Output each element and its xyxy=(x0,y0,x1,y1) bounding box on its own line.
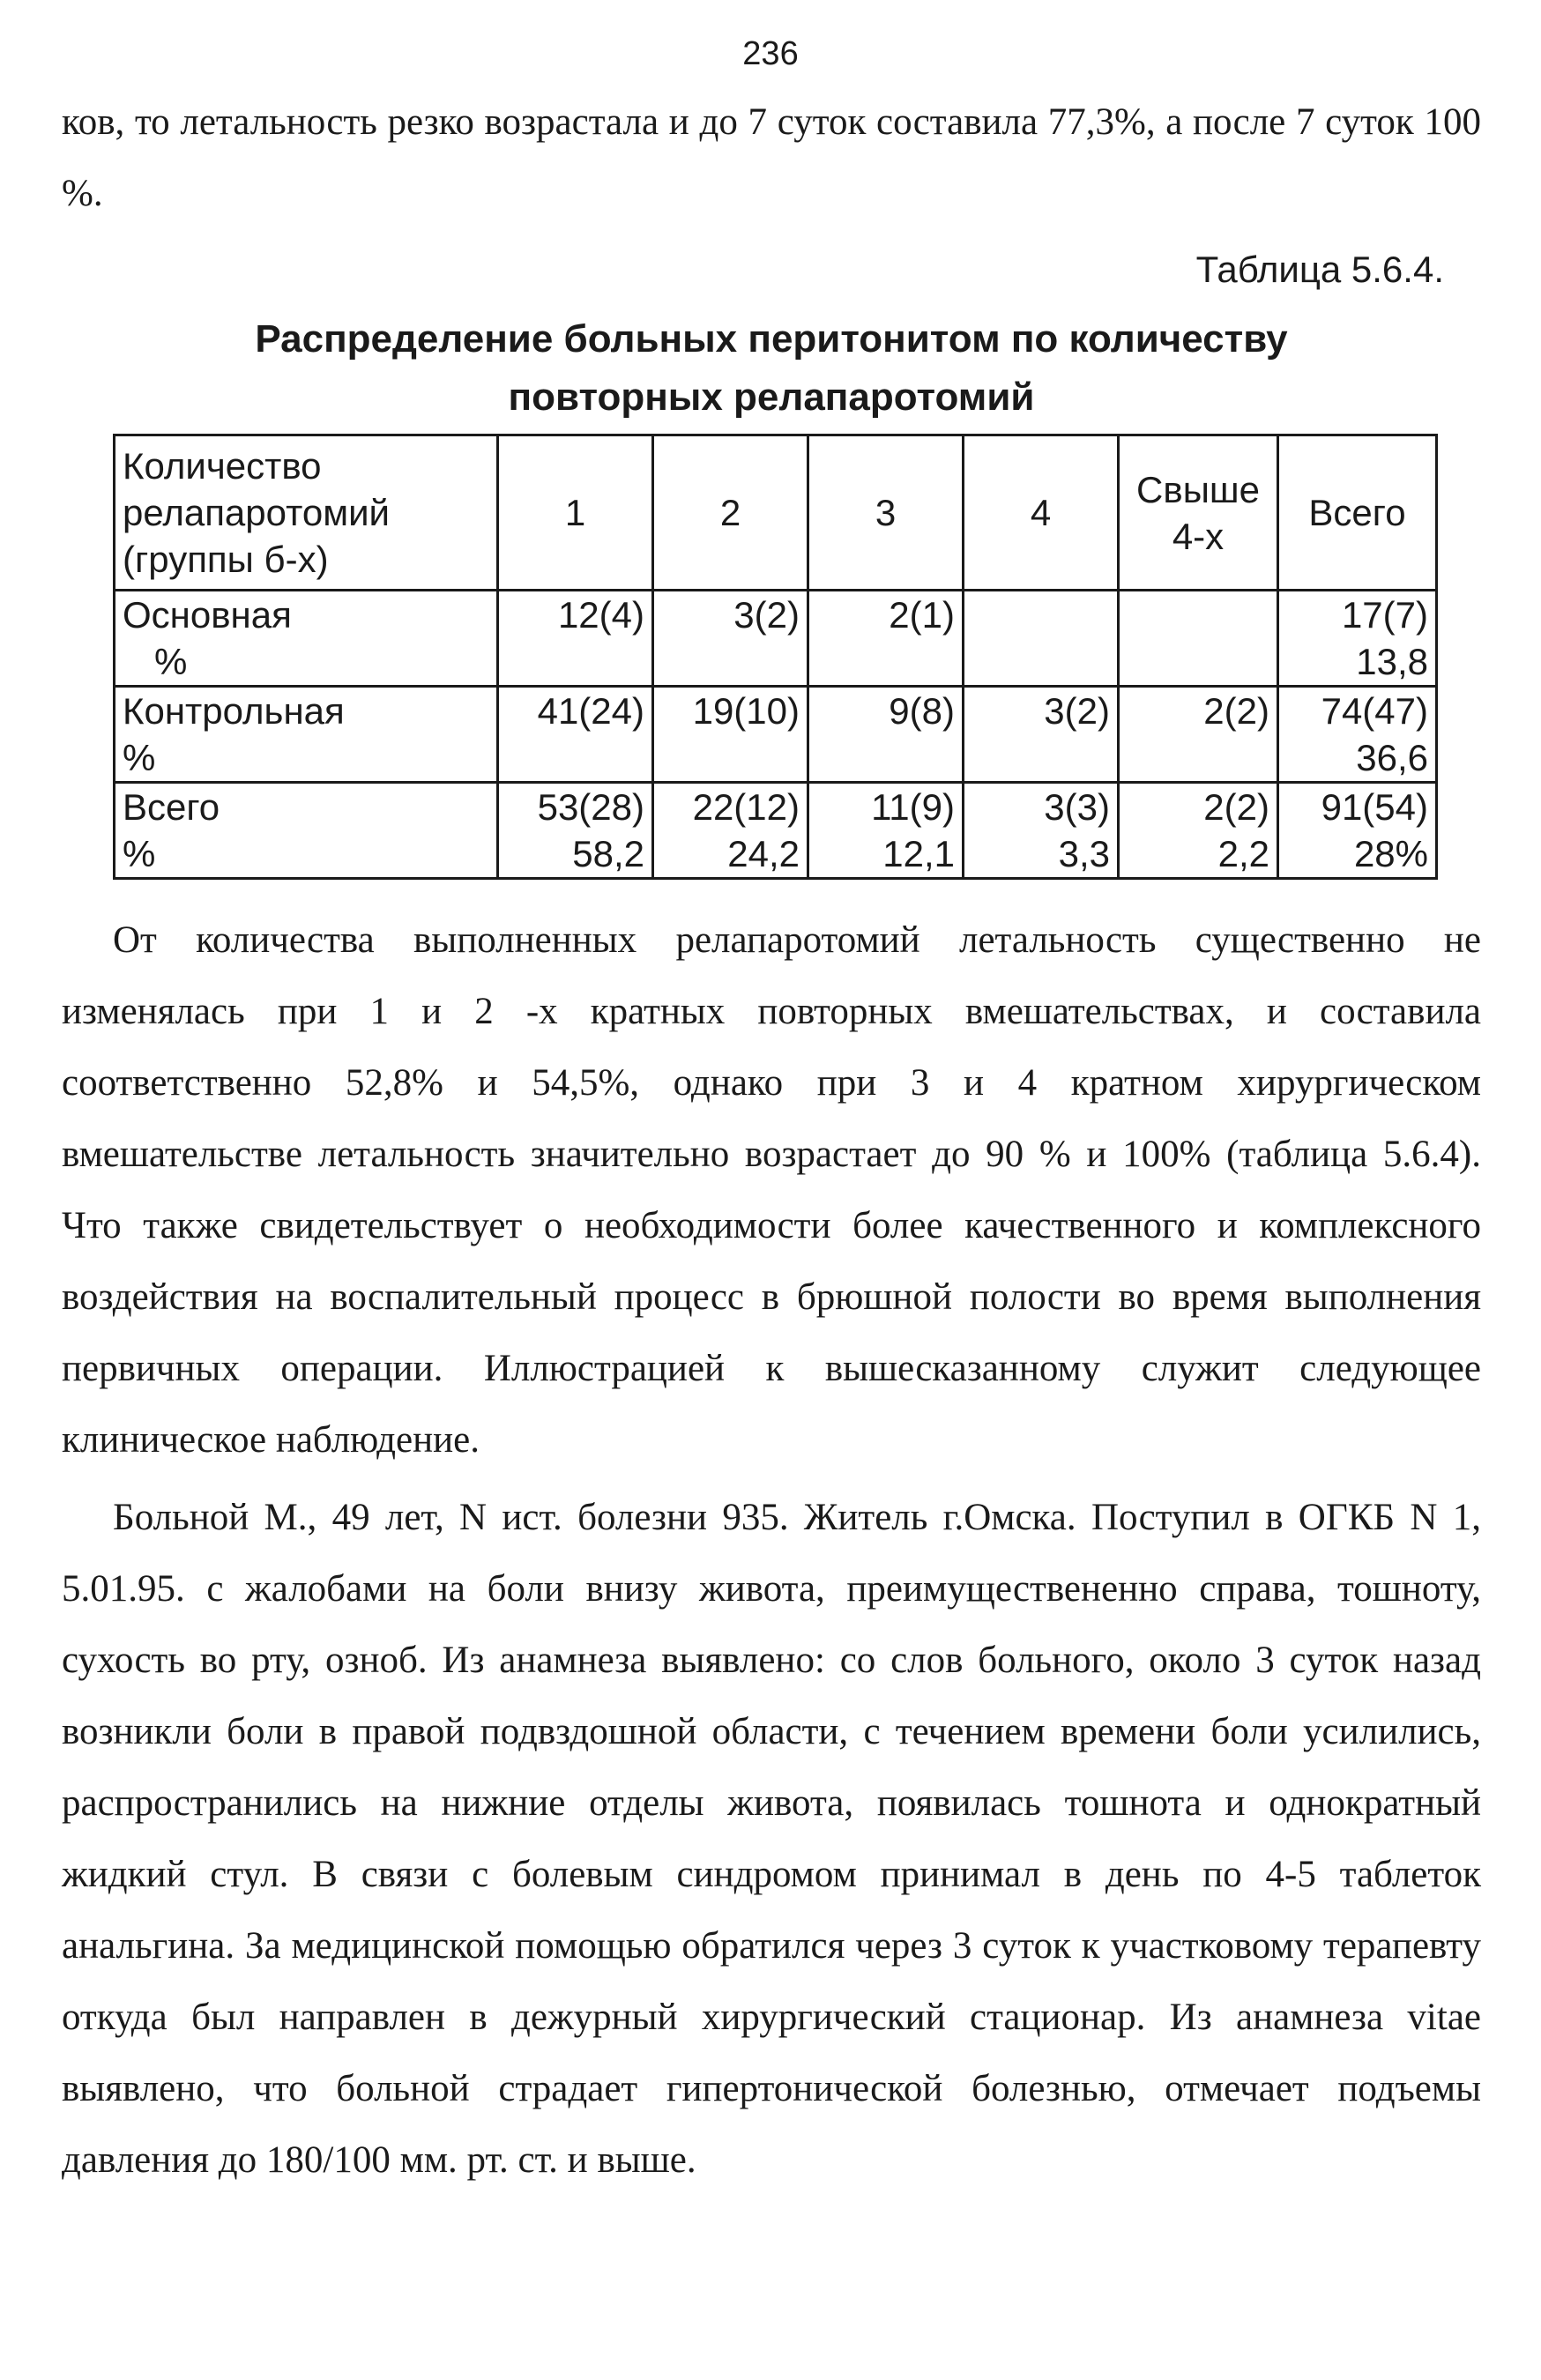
cell-percent: 36,6 xyxy=(1356,737,1428,778)
table-title: Распределение больных перитонитом по количеству повторных релапаротомий xyxy=(255,317,1288,419)
table-row xyxy=(115,687,1437,783)
intro-text: ков, то летальность резко возрастала и до 7 суток составила 77,3%, а после 7 суток 100 %. xyxy=(62,101,1481,214)
header-cell: Всего xyxy=(1278,435,1437,591)
table-cell xyxy=(1278,783,1437,879)
cell-percent: 58,2 xyxy=(572,833,644,874)
table-cell xyxy=(653,783,808,879)
cell-percent: 28% xyxy=(1353,833,1428,874)
cell-count: 3(3) xyxy=(1044,786,1110,828)
table-cell xyxy=(498,591,653,687)
table-cell xyxy=(1119,783,1278,879)
cell-percent: 3,3 xyxy=(1058,833,1110,874)
row-label: Контрольная xyxy=(123,690,345,732)
cell-count: 41(24) xyxy=(537,690,644,732)
table-cell xyxy=(653,687,808,783)
cell-count: 9(8) xyxy=(889,690,955,732)
cell-count: 2(2) xyxy=(1203,690,1269,732)
row-label-cell xyxy=(115,591,498,687)
cell-count: 12(4) xyxy=(557,594,644,636)
table-cell xyxy=(808,687,964,783)
table-cell xyxy=(964,591,1119,687)
table-cell xyxy=(498,687,653,783)
page-number: 236 xyxy=(742,35,799,72)
cell-count: 2(2) xyxy=(1203,786,1269,828)
table-row xyxy=(115,783,1437,879)
cell-count: 74(47) xyxy=(1321,690,1428,732)
table-cell xyxy=(964,783,1119,879)
row-label: Основная xyxy=(123,594,292,636)
cell-count: 17(7) xyxy=(1341,594,1428,636)
cell-count: 19(10) xyxy=(692,690,800,732)
table-header-row xyxy=(115,435,1437,591)
cell-count: 3(2) xyxy=(733,594,800,636)
cell-count: 91(54) xyxy=(1321,786,1428,828)
header-cell: Свыше 4-х xyxy=(1119,435,1278,591)
cell-percent: 13,8 xyxy=(1356,641,1428,682)
table-row xyxy=(115,591,1437,687)
cell-count: 3(2) xyxy=(1044,690,1110,732)
table-cell xyxy=(1278,687,1437,783)
header-cell: Количество релапаротомий (группы б-х) xyxy=(115,435,498,591)
row-label-cell xyxy=(115,687,498,783)
table-cell xyxy=(1119,687,1278,783)
header-cell: 2 xyxy=(653,435,808,591)
cell-percent: 2,2 xyxy=(1217,833,1269,874)
header-cell: 1 xyxy=(498,435,653,591)
table-cell xyxy=(808,783,964,879)
paragraph-text: От количества выполненных релапаротомий летальность существенно не изменялась при 1 и 2 -х кратных повторных вмешательствах, и составила соответственно 52,8% и 54,5%, однако при 3 и 4 кратном хирургическом вмешательстве летальность значительно возрастает до 90 % и 100% (таблица 5.6.4). Что также свидетельствует о необходимости более качественного и комплексного воздействия на воспалительный процесс в брюшной полости во время выполнения первичных операции. Иллюстрацией к вышесказанному служит следующее клиническое наблюдение. xyxy=(62,919,1481,1461)
intro-paragraph xyxy=(62,86,1481,229)
paragraph-text: Больной М., 49 лет, N ист. болезни 935. Житель г.Омска. Поступил в ОГКБ N 1, 5.01.95. с жалобами на боли внизу живота, преимуществененно справа, тошноту, сухость во рту, озноб. Из анамнеза выявлено: со слов больного, около 3 суток назад возникли боли в правой подвздошной области, с течением времени боли усилились, распространились на нижние отделы живота, появилась тошнота и однократный жидкий стул. В связи с болевым синдромом принимал в день по 4-5 таблеток анальгина. За медицинской помощью обратился через 3 суток к участковому терапевту откуда был направлен в дежурный хирургический стационар. Из анамнеза vitae выявлено, что больной страдает гипертонической болезнью, отмечает подъемы давления до 180/100 мм. рт. ст. и выше. xyxy=(62,1497,1481,2181)
body-paragraph-1 xyxy=(62,904,1481,1476)
row-sublabel: % xyxy=(123,737,156,778)
header-cell: 3 xyxy=(808,435,964,591)
data-table xyxy=(113,434,1438,880)
row-label-cell xyxy=(115,783,498,879)
cell-percent: 24,2 xyxy=(727,833,800,874)
cell-percent: 12,1 xyxy=(882,833,955,874)
table-cell xyxy=(964,687,1119,783)
table-cell xyxy=(808,591,964,687)
cell-count: 2(1) xyxy=(889,594,955,636)
cell-count: 22(12) xyxy=(692,786,800,828)
table-cell xyxy=(498,783,653,879)
table-cell xyxy=(653,591,808,687)
table-cell xyxy=(1278,591,1437,687)
cell-count: 53(28) xyxy=(537,786,644,828)
row-label: Всего xyxy=(123,786,220,828)
header-cell: 4 xyxy=(964,435,1119,591)
row-sublabel: % xyxy=(154,641,188,682)
cell-count: 11(9) xyxy=(871,786,955,828)
table-label: Таблица 5.6.4. xyxy=(1195,249,1444,290)
table-cell xyxy=(1119,591,1278,687)
row-sublabel: % xyxy=(123,833,156,874)
body-paragraph-2 xyxy=(62,1482,1481,2196)
